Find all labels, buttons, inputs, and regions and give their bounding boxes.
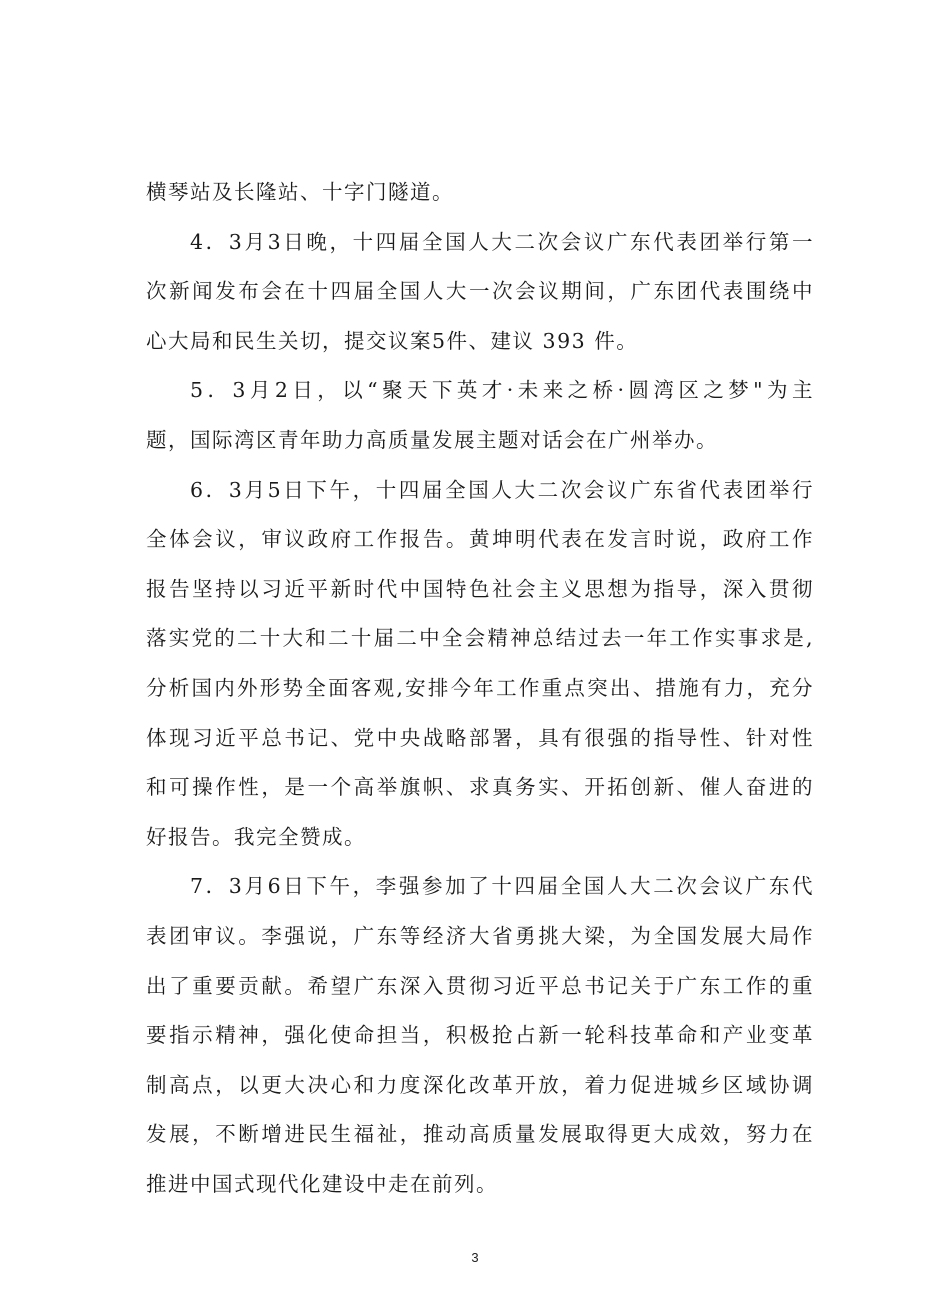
body-text <box>146 168 814 1209</box>
text-line: 5．3月2日，以“聚天下英才·未来之桥·圆湾区之梦"为主 <box>190 378 814 403</box>
text-line: 报告坚持以习近平新时代中国特色社会主义思想为指导，深入贯彻 <box>146 576 814 601</box>
text-line: 全体会议，审议政府工作报告。黄坤明代表在发言时说，政府工作 <box>146 527 814 552</box>
text-line: 表团审议。李强说，广东等经济大省勇挑大梁，为全国发展大局作 <box>146 923 814 948</box>
text-line: 分析国内外形势全面客观,安排今年工作重点突出、措施有力，充分 <box>146 675 814 700</box>
text-line: 横琴站及长隆站、十字门隧道。 <box>146 180 454 204</box>
text-line: 和可操作性，是一个高举旗帜、求真务实、开拓创新、催人奋进的 <box>146 775 814 800</box>
text-line: 发展，不断增进民生福祉，推动高质量发展取得更大成效，努力在 <box>146 1122 814 1147</box>
text-line: 制高点，以更大决心和力度深化改革开放，着力促进城乡区域协调 <box>146 1072 814 1097</box>
text-line: 7．3月6日下午，李强参加了十四届全国人大二次会议广东代 <box>190 874 814 899</box>
text-line: 好报告。我完全赞成。 <box>146 824 366 849</box>
text-line: 次新闻发布会在十四届全国人大一次会议期间，广东团代表围绕中 <box>146 279 814 304</box>
text-line: 体现习近平总书记、党中央战略部署，具有很强的指导性、针对性 <box>146 725 814 750</box>
text-line: 心大局和民生关切，提交议案5件、建议 393 件。 <box>146 328 639 353</box>
text-line: 出了重要贡献。希望广东深入贯彻习近平总书记关于广东工作的重 <box>146 973 814 998</box>
text-line: 题，国际湾区青年助力高质量发展主题对话会在广州举办。 <box>146 427 718 452</box>
text-line: 推进中国式现代化建设中走在前列。 <box>146 1171 498 1196</box>
page-number: 3 <box>471 1250 479 1265</box>
text-line: 落实党的二十大和二十届二中全会精神总结过去一年工作实事求是, <box>146 626 814 651</box>
text-line: 6．3月5日下午，十四届全国人大二次会议广东省代表团举行 <box>190 477 814 502</box>
text-line: 4．3月3日晚，十四届全国人大二次会议广东代表团举行第一 <box>190 229 814 254</box>
text-line: 要指示精神，强化使命担当，积极抢占新一轮科技革命和产业变革 <box>146 1023 814 1048</box>
